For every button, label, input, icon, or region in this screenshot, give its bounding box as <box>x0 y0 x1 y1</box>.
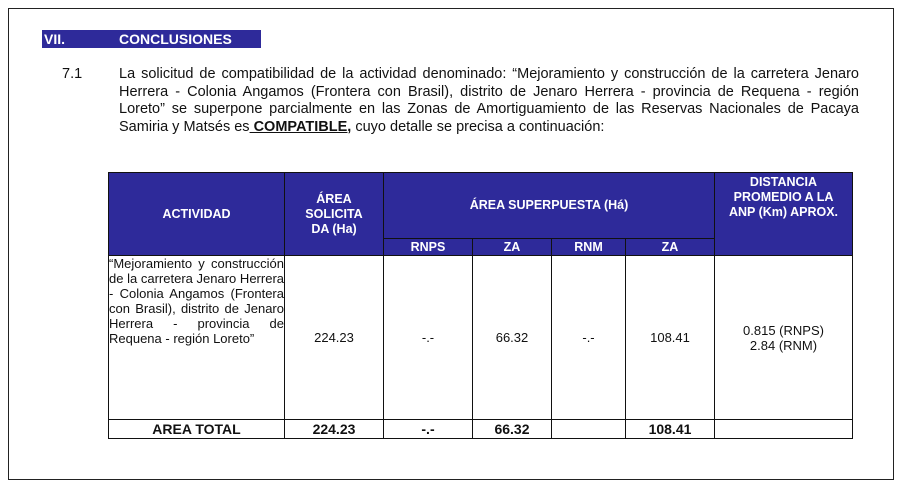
total-rnm <box>552 420 626 439</box>
table-row <box>109 256 853 420</box>
header-distancia: DISTANCIA PROMEDIO A LA ANP (Km) APROX. <box>715 173 853 256</box>
total-rnps: -.- <box>384 420 473 439</box>
cell-za-1: 66.32 <box>473 256 552 420</box>
header-actividad: ACTIVIDAD <box>109 173 285 256</box>
header-rnm: RNM <box>552 239 626 256</box>
distancia-rnm: 2.84 (RNM) <box>749 337 818 353</box>
cell-actividad: “Mejoramiento y construcción de la carretera Jenaro Herrera - Colonia Angamos (Frontera con Brasil), distrito de Jenaro Herrera - provincia de Requena - región Loreto” <box>109 256 285 420</box>
conclusion-paragraph <box>119 66 859 136</box>
header-za-2: ZA <box>626 239 715 256</box>
compatibility-table <box>108 172 853 439</box>
cell-rnm: -.- <box>552 256 626 420</box>
total-empty-cell <box>715 420 853 439</box>
total-label: AREA TOTAL <box>109 420 285 439</box>
paragraph-text: La solicitud de compatibilidad de la actividad denominado: “Mejoramiento y construcción de la carretera Jenaro Herrera - Colonia Angamos (Frontera con Brasil), distrito de Jenaro Herrera - provincia de Requena - región Loreto” se superpone parcialmente en las Zonas de Amortiguamiento de las Reservas Nacionales de Pacaya Samiria y Matsés es <box>119 66 859 135</box>
total-row <box>109 420 853 439</box>
header-area-superpuesta: ÁREA SUPERPUESTA (Há) <box>384 173 715 239</box>
paragraph-text-end: cuyo detalle se precisa a continuación: <box>355 118 605 135</box>
header-rnps: RNPS <box>384 239 473 256</box>
section-title: CONCLUSIONES <box>117 30 261 48</box>
distancia-rnps: 0.815 (RNPS) <box>743 322 824 338</box>
total-za-2: 108.41 <box>626 420 715 439</box>
cell-distancia <box>715 256 853 420</box>
header-za-1: ZA <box>473 239 552 256</box>
total-area-solicitada: 224.23 <box>285 420 384 439</box>
cell-area-solicitada: 224.23 <box>285 256 384 420</box>
section-number: VII. <box>42 30 119 48</box>
total-za-1: 66.32 <box>473 420 552 439</box>
cell-za-2: 108.41 <box>626 256 715 420</box>
cell-rnps: -.- <box>384 256 473 420</box>
compatible-highlight: COMPATIBLE, <box>249 118 352 135</box>
paragraph-number: 7.1 <box>62 66 83 82</box>
header-area-solicitada: ÁREA SOLICITA DA (Ha) <box>285 173 384 256</box>
